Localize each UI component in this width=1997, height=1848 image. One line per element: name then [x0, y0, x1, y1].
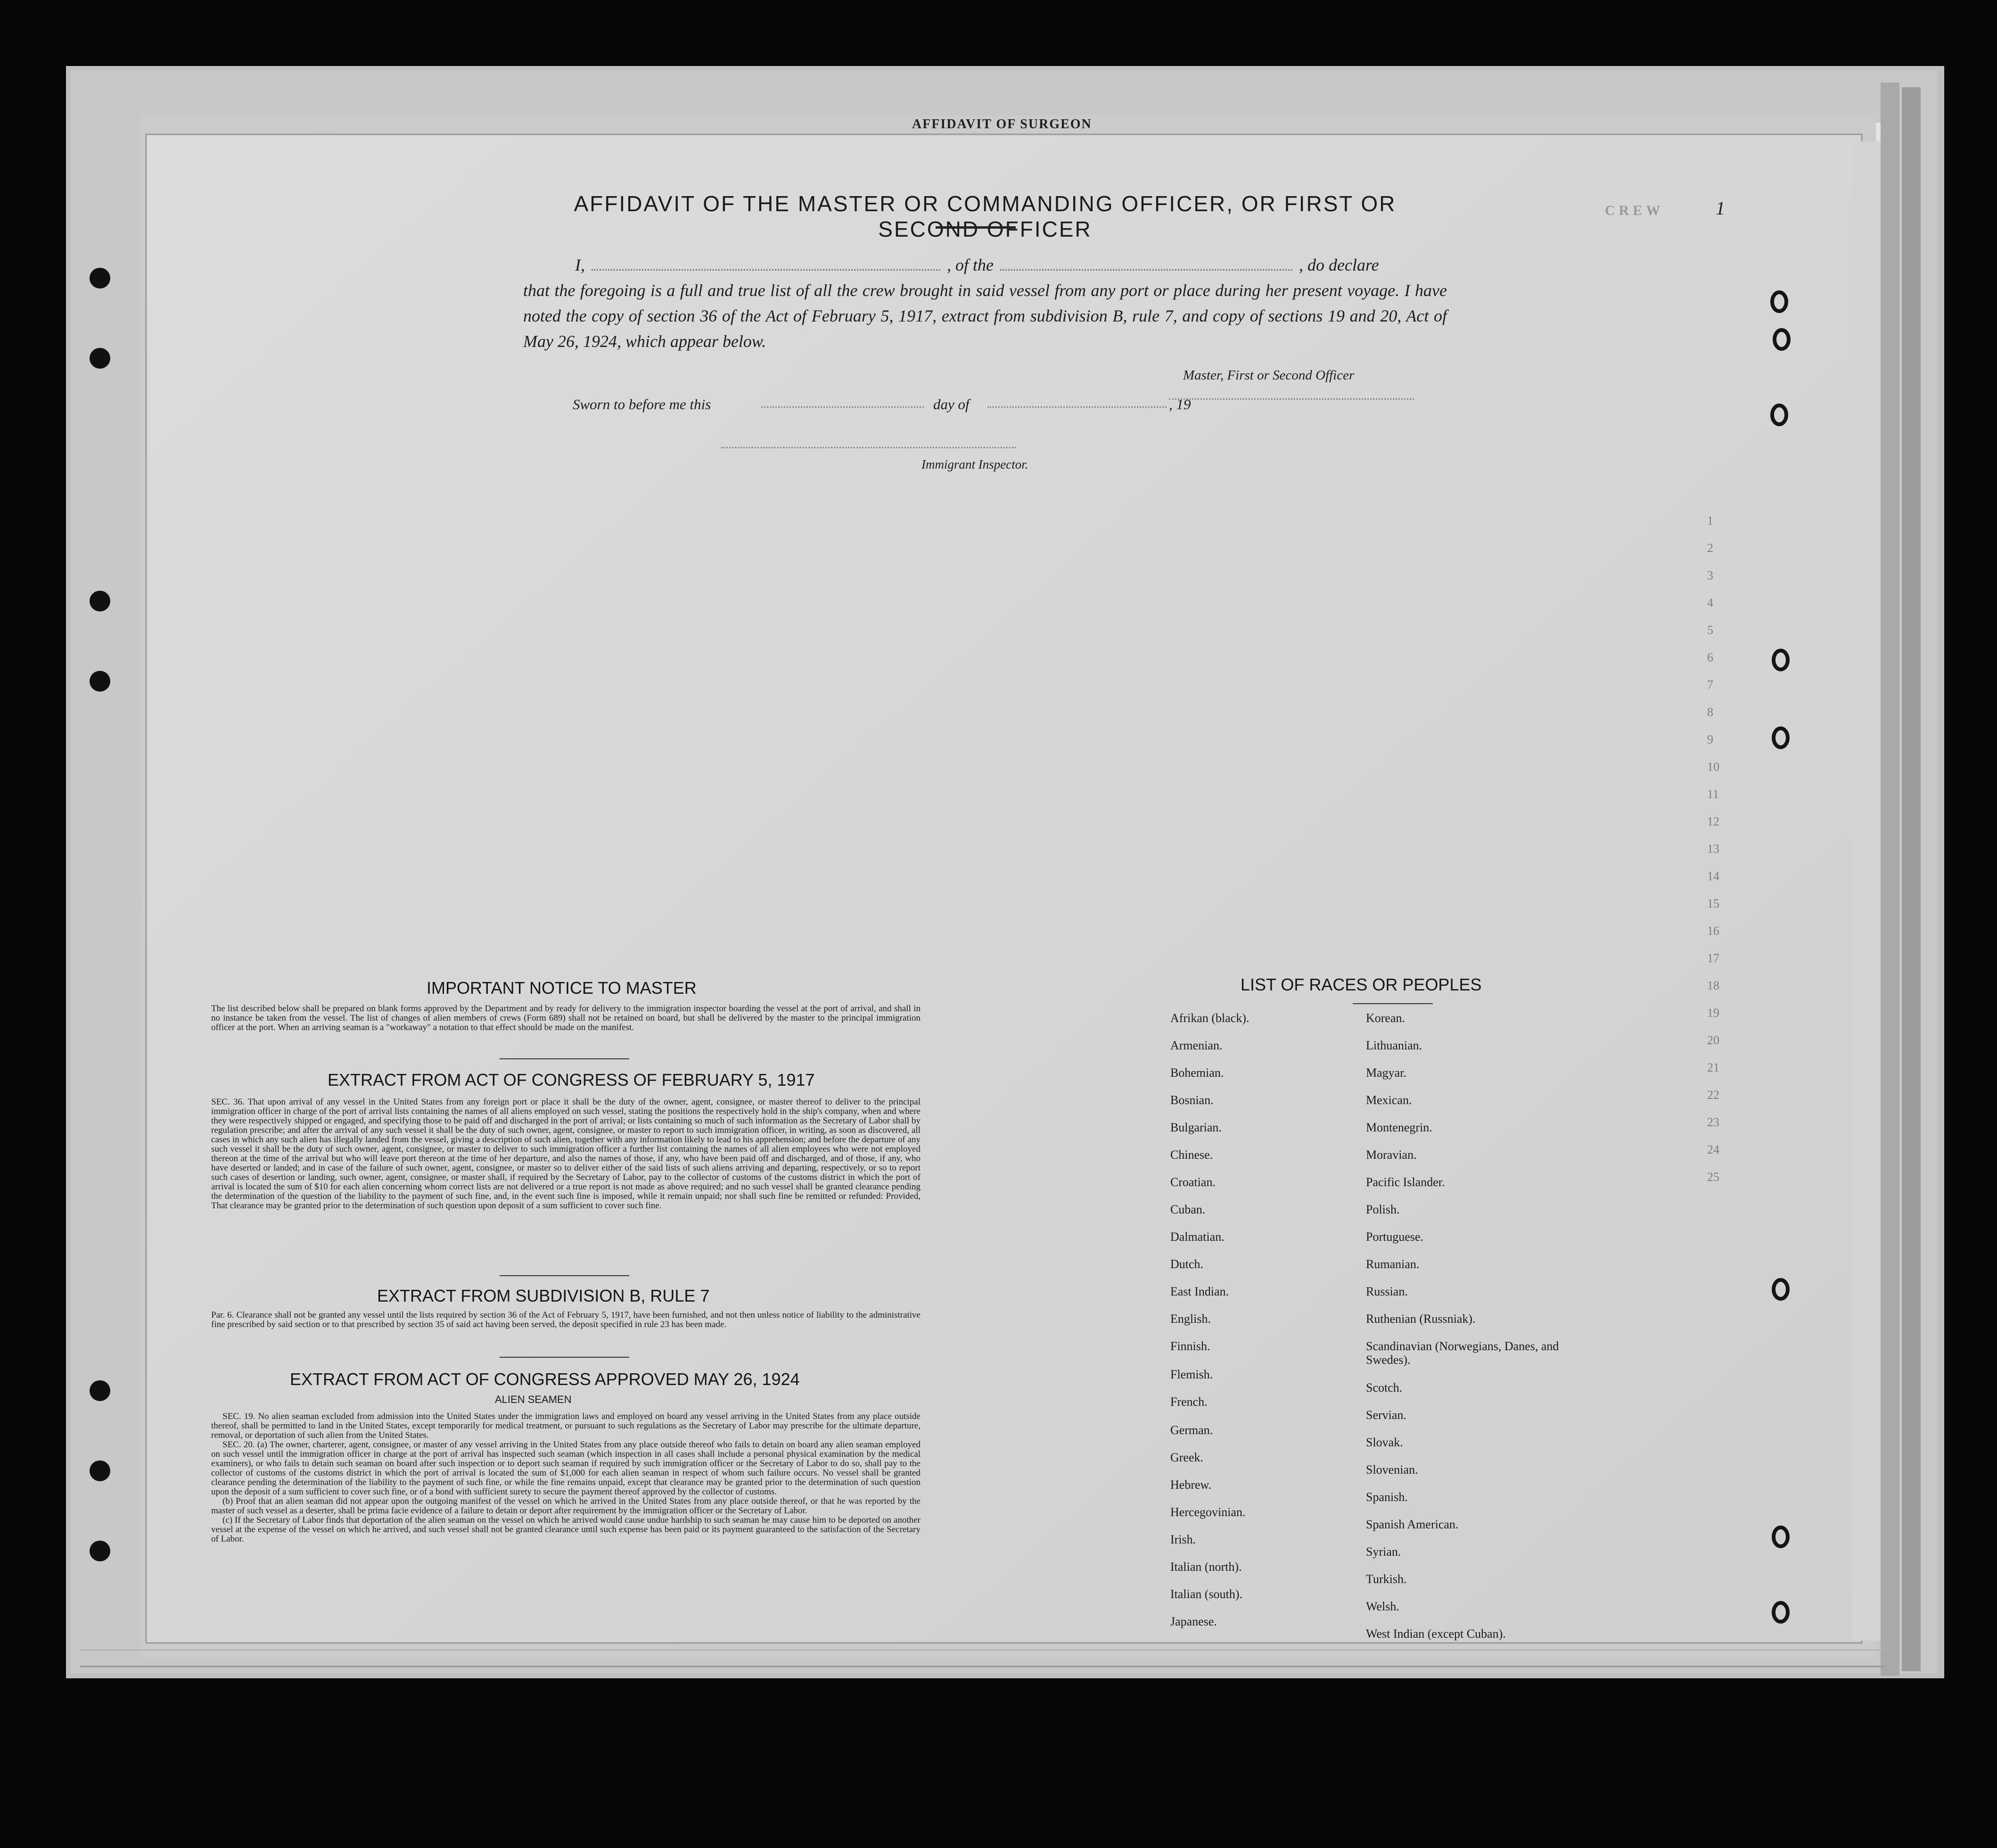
notice-title: IMPORTANT NOTICE TO MASTER: [427, 978, 697, 998]
affidavit-statement: [523, 252, 1447, 354]
race-item-left: Armenian.: [1170, 1039, 1223, 1052]
under-page-title: AFFIDAVIT OF SURGEON: [912, 117, 1092, 132]
race-item-left: Cuban.: [1170, 1203, 1206, 1216]
race-item-right: Portuguese.: [1366, 1230, 1424, 1244]
race-item-right: Magyar.: [1366, 1066, 1406, 1080]
margin-number: 10: [1707, 760, 1719, 774]
margin-number: 5: [1707, 623, 1713, 637]
race-item-right: Rumanian.: [1366, 1257, 1420, 1271]
race-item-right: Spanish.: [1366, 1490, 1408, 1504]
race-item-right: West Indian (except Cuban).: [1366, 1627, 1506, 1641]
divider-3: [500, 1357, 629, 1358]
sec-20b-paragraph: (b) Proof that an alien seaman did not appear upon the outgoing manifest of the vessel on which he arrived in the United States from any place outside thereof, or that he was reported by the master of such vessel as a deserter, shall be prima facie evidence of a failure to detain or deport after requirement by the immigration officer or the Secretary of Labor.: [211, 1496, 920, 1516]
margin-number: 22: [1707, 1088, 1719, 1102]
margin-number: 18: [1707, 979, 1719, 992]
margin-number: 12: [1707, 815, 1719, 828]
sworn-lead: Sworn to before me this: [573, 396, 711, 412]
under-page-crew-fragment: CREW: [1605, 203, 1664, 218]
race-item-left: Afrikan (black).: [1170, 1011, 1249, 1025]
race-item-left: Italian (north).: [1170, 1560, 1242, 1574]
race-item-left: Bosnian.: [1170, 1093, 1214, 1107]
margin-number: 14: [1707, 869, 1719, 883]
race-item-right: Pacific Islander.: [1366, 1175, 1445, 1189]
race-item-right: Scotch.: [1366, 1381, 1403, 1394]
master-signature-line[interactable]: [1169, 398, 1414, 400]
race-item-right: Turkish.: [1366, 1572, 1407, 1586]
race-item-right: Scandinavian (Norwegians, Danes, and Swedes).: [1366, 1339, 1559, 1367]
margin-number: 13: [1707, 842, 1719, 856]
divider-1: [500, 1058, 629, 1059]
margin-number: 21: [1707, 1061, 1719, 1074]
margin-number: 8: [1707, 705, 1713, 719]
race-item-left: French.: [1170, 1395, 1208, 1409]
race-item-left: Italian (south).: [1170, 1587, 1243, 1601]
margin-number: 15: [1707, 897, 1719, 910]
race-item-left: Irish.: [1170, 1533, 1196, 1546]
race-item-left: Dutch.: [1170, 1257, 1204, 1271]
races-rule: [1353, 1003, 1433, 1004]
race-item-right: Slovak.: [1366, 1436, 1403, 1449]
race-item-right: Montenegrin.: [1366, 1121, 1432, 1134]
race-item-right: Moravian.: [1366, 1148, 1417, 1162]
page-number: 1: [1716, 198, 1725, 219]
extract-1924-title: EXTRACT FROM ACT OF CONGRESS APPROVED MAY 26, 1924: [290, 1370, 800, 1389]
margin-number: 7: [1707, 678, 1713, 692]
margin-number: 16: [1707, 924, 1719, 938]
statement-end: , do declare: [1298, 256, 1379, 274]
race-item-right: Welsh.: [1366, 1600, 1399, 1613]
races-list: [1170, 1011, 1594, 1648]
race-item-left: Japanese.: [1170, 1615, 1217, 1628]
margin-number: 24: [1707, 1143, 1719, 1156]
margin-number: 19: [1707, 1006, 1719, 1020]
inspector-label: Immigrant Inspector.: [921, 457, 1028, 471]
sec-19-paragraph: SEC. 19. No alien seaman excluded from admission into the United States under the immigration laws and employed on board any vessel arriving in the United States from any place outside thereof, shall be permitted to land in the United States, except temporarily for medical treatment, or pursuant to such regulations as the Secretary of Labor may prescribe for the ultimate departure, removal, or deportation of such alien from the United States.: [211, 1411, 920, 1440]
vessel-blank[interactable]: [1000, 255, 1292, 271]
race-item-left: Greek.: [1170, 1451, 1204, 1464]
margin-number: 4: [1707, 596, 1713, 610]
extract-1924-text: [211, 1412, 920, 1544]
race-item-right: Ruthenian (Russniak).: [1366, 1312, 1476, 1326]
race-item-left: East Indian.: [1170, 1285, 1229, 1298]
extract-1917-text: SEC. 36. That upon arrival of any vessel in the United States from any foreign port or place it shall be the duty of the owner, agent, consignee, or master thereof to deliver to the principal immigration officer in charge of the port of arrival lists containing the names of all aliens employed on such vessel, stating the positions the respectively hold in the ship's company, when and where they were respectively shipped or engaged, and specifying those to be paid off and discharged in the port of arrival; or lists containing so much of such information as the Secretary of Labor shall by regulation prescribe; and after the arrival of any such vessel it shall be the duty of such owner, agent, consignee, or master to report to such immigration officer, in writing, as soon as discovered, all cases in which any such alien has illegally landed from the vessel, giving a description of such alien, together with any information likely to lead to his apprehension; and before the departure of any such vessel it shall be the duty of such owner, agent, consignee, or master to deliver to such immigration officer a further list containing the names of all alien employees who were not employed thereon at the time of the arrival but who will leave port thereon at the time of her departure, and also the names of those, if any, who have been paid off and discharged, and of those, if any, who have deserted or landed; and in case of the failure of such owner, agent, consignee, or master so to deliver either of the said lists of such aliens arriving and departing, respectively, or so to report such cases of desertion or landing, such owner, agent, consignee, or master shall, if required by the Secretary of Labor, pay to the collector of customs of the customs district in which the port of arrival is located the sum of $10 for each alien concerning whom correct lists are not delivered or a true report is not made as above required; and no such vessel shall be granted clearance pending the determination of the question of the liability to the payment of such fine, and, in the event such fine is imposed, while it remain unpaid; nor shall such fine be remitted or refunded: Provided, That clearance may be granted prior to the determination of such question upon deposit of a sum sufficient to cover such fine.: [211, 1097, 920, 1211]
race-item-right: Servian.: [1366, 1408, 1406, 1422]
statement-mid: , of the: [947, 256, 994, 274]
notice-text: The list described below shall be prepared on blank forms approved by the Department and by ready for delivery to the immigration inspector boarding the vessel at the port of arrival, and shall in no instance be taken from the vessel. The list of changes of alien members of crews (Form 689) shall not be retained on board, but shall be delivered by the master to the principal immigration officer at the port. When an arriving seaman is a "workaway" a notation to that effect should be made on the manifest.: [211, 1004, 920, 1032]
race-item-right: Slovenian.: [1366, 1463, 1418, 1477]
affidavit-title: AFFIDAVIT OF THE MASTER OR COMMANDING OFFICER, OR FIRST OR SECOND OFFICER: [574, 191, 1397, 241]
extract-1924-subtitle: ALIEN SEAMEN: [495, 1394, 572, 1405]
margin-number: 23: [1707, 1115, 1719, 1129]
race-item-left: Hebrew.: [1170, 1478, 1212, 1492]
margin-number: 25: [1707, 1170, 1719, 1184]
race-item-right: Mexican.: [1366, 1093, 1412, 1107]
margin-number: 17: [1707, 951, 1719, 965]
race-item-left: Chinese.: [1170, 1148, 1213, 1162]
inspector-signature-line[interactable]: [721, 447, 1016, 448]
extract-rule7-text: Par. 6. Clearance shall not be granted any vessel until the lists required by section 36 of the Act of February 5, 1917, have been furnished, and not then unless notice of liability to the administrative fine prescribed by said section or to that prescribed by section 35 of said act having been served, the deposit specified in rule 23 has been made.: [211, 1310, 920, 1329]
race-item-right: Korean.: [1366, 1011, 1405, 1025]
race-item-left: Finnish.: [1170, 1339, 1210, 1353]
extract-rule7-title: EXTRACT FROM SUBDIVISION B, RULE 7: [377, 1286, 710, 1305]
race-item-left: Croatian.: [1170, 1175, 1216, 1189]
margin-number: 1: [1707, 514, 1713, 528]
race-item-right: Lithuanian.: [1366, 1039, 1422, 1052]
name-blank[interactable]: [592, 255, 940, 271]
sec-20a-paragraph: SEC. 20. (a) The owner, charterer, agent, consignee, or master of any vessel arriving in the United States from any place outside thereof who fails to detain on board any alien seaman employed on such vessel until the immigration officer in charge at the port of arrival has inspected such seaman (which inspection in all cases shall include a personal physical examination by the medical examiners), or who fails to detain such seaman on board after such inspection or to deport such seaman if required by such immigration officer or the Secretary of Labor to do so, shall pay to the collector of customs of the customs district in which the port of arrival is located the sum of $1,000 for each alien seaman in respect of whom such failure occurs. No vessel shall be granted clearance pending the determination of the liability to the payment of such fine, or while the fine remains unpaid, except that clearance may be granted prior to the determination of such question upon the deposit of a sum sufficient to cover such fine, or of a bond with sufficient surety to secure the payment thereof approved by the collector of customs.: [211, 1440, 920, 1497]
race-item-right: Syrian.: [1366, 1545, 1401, 1559]
sec-20c-paragraph: (c) If the Secretary of Labor finds that deportation of the alien seaman on the vessel on which he arrived would cause undue hardship to such seaman he may cause him to be deported on another vessel at the expense of the vessel on which he arrived, and such vessel shall not be granted clearance until such expense has been paid or its payment guaranteed to the satisfaction of the Secretary of Labor.: [211, 1515, 920, 1544]
race-item-left: English.: [1170, 1312, 1211, 1326]
race-item-right: Russian.: [1366, 1285, 1408, 1298]
race-item-left: Bohemian.: [1170, 1066, 1224, 1080]
margin-number: 3: [1707, 569, 1713, 582]
margin-number: 2: [1707, 541, 1713, 555]
race-item-left: German.: [1170, 1423, 1213, 1437]
race-item-left: Flemish.: [1170, 1368, 1213, 1381]
margin-number: 11: [1707, 787, 1719, 801]
sworn-mid: day of: [933, 396, 970, 412]
race-item-left: Dalmatian.: [1170, 1230, 1224, 1244]
race-item-left: Bulgarian.: [1170, 1121, 1222, 1134]
sworn-month-blank[interactable]: [987, 406, 1167, 408]
margin-number: 9: [1707, 733, 1713, 746]
races-title: LIST OF RACES OR PEOPLES: [1241, 975, 1482, 994]
margin-number: 6: [1707, 651, 1713, 664]
master-signature-label: Master, First or Second Officer: [1183, 368, 1355, 383]
statement-lead: I,: [575, 256, 585, 274]
race-item-left: Hercegovinian.: [1170, 1505, 1246, 1519]
title-rule: [936, 226, 1016, 229]
margin-number: 20: [1707, 1033, 1719, 1047]
sworn-year: , 19: [1169, 396, 1191, 412]
sworn-day-blank[interactable]: [761, 406, 924, 408]
statement-body: that the foregoing is a full and true list of all the crew brought in said vessel from any port or place during her present voyage. I have noted the copy of section 36 of the Act of February 5, 1917, extract from subdivision B, rule 7, and copy of sections 19 and 20, Act of May 26, 1924, which appear below.: [523, 281, 1447, 351]
race-item-right: Spanish American.: [1366, 1518, 1459, 1531]
divider-2: [500, 1275, 629, 1276]
extract-1917-title: EXTRACT FROM ACT OF CONGRESS OF FEBRUARY 5, 1917: [328, 1070, 815, 1089]
race-item-right: Polish.: [1366, 1203, 1400, 1216]
